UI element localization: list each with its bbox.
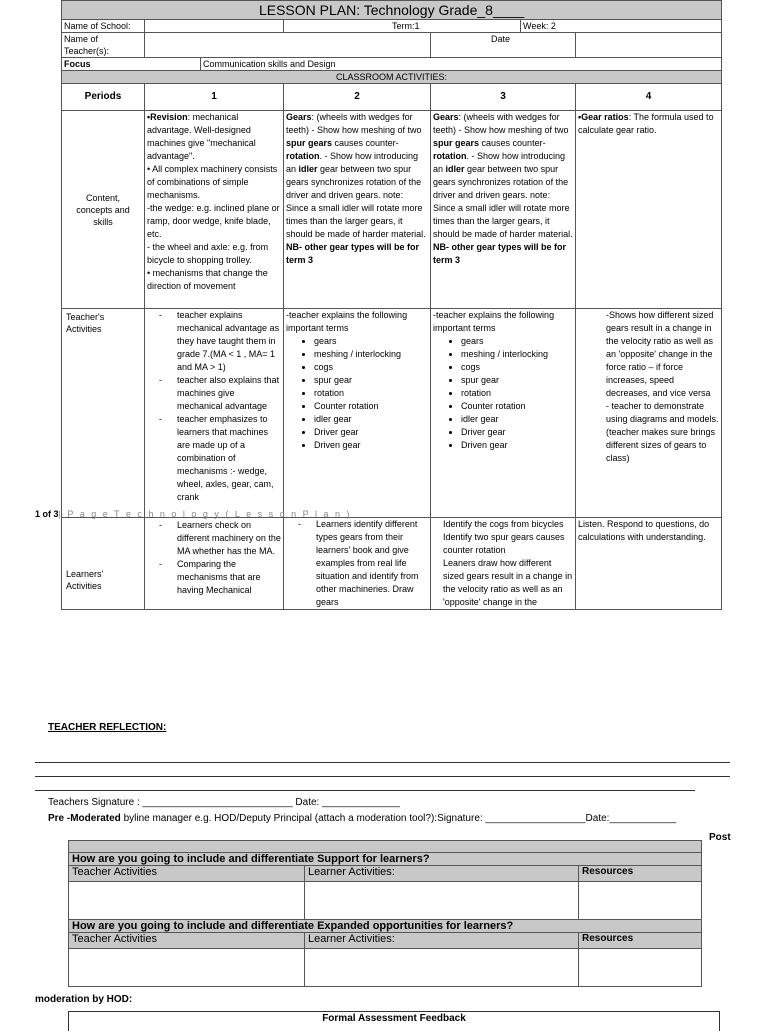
content-p1-line: •Revision: mechanical advantage. Well-designed machines give "mechanical advantage". bbox=[147, 112, 256, 161]
content-period-2: Gears: (wheels with wedges for teeth) - Show how meshing of two spur gears causes counter-rotation. - Show how introducing an idler gear between two spur gears synchronizes rotation of the driver and driven gears. note: Since a small idler will rotate more times than the larger gears, it should be made of harder material. NB- other gear types will be for term 3 bbox=[284, 111, 431, 309]
support-table bbox=[68, 840, 702, 987]
support-question: How are you going to include and differentiate Support for learners? bbox=[69, 853, 702, 866]
period-3-header: 3 bbox=[431, 84, 576, 111]
learners-period-4: Listen. Respond to questions, do calculations with understanding. bbox=[576, 518, 722, 610]
teacher-p3-term: • rotation bbox=[461, 387, 573, 400]
reflection-heading: TEACHER REFLECTION: bbox=[48, 722, 167, 733]
teacher-p2-term: • Counter rotation bbox=[314, 400, 428, 413]
teacher-p4-line: -Shows how different sized gears result in a change in the velocity ratio as well as an 'opposite' change in the force ratio – if force increases, speed decreases, and vice versa bbox=[606, 310, 714, 398]
expanded-learner-col: Learner Activities: bbox=[305, 933, 579, 949]
content-period-4: •Gear ratios: The formula used to calculate gear ratio. bbox=[576, 111, 722, 309]
content-p1-line: - the wheel and axle: e.g. from bicycle to shopping trolley. bbox=[147, 242, 269, 265]
focus-value: Communication skills and Design bbox=[201, 58, 722, 71]
period-2-header: 2 bbox=[284, 84, 431, 111]
teacher-p2-term: • meshing / interlocking bbox=[314, 348, 428, 361]
teacher-p3-term: • idler gear bbox=[461, 413, 573, 426]
teacher-p2-term: • gears bbox=[314, 335, 428, 348]
learners-period-3 bbox=[431, 518, 576, 610]
expanded-question: How are you going to include and differentiate Expanded opportunities for learners? bbox=[69, 920, 702, 933]
feedback-box bbox=[68, 1011, 720, 1031]
teacher-row-label: Teacher's Activities bbox=[62, 309, 145, 518]
week-label: Week: 2 bbox=[521, 20, 722, 33]
teacher-p4-line: - teacher to demonstrate using diagrams and models. (teacher makes sure brings different sizes of gears to class) bbox=[606, 401, 719, 463]
classroom-activities-heading: CLASSROOM ACTIVITIES: bbox=[62, 71, 722, 84]
expanded-learner-cell bbox=[305, 949, 579, 987]
content-p3-note: NB- other gear types will be for term 3 bbox=[433, 242, 567, 265]
teacher-p1-item: - teacher explains mechanical advantage as they have taught them in grade 7.(MA < 1 , MA= 1 and MA > 1) bbox=[147, 309, 281, 374]
teacher-period-2 bbox=[284, 309, 431, 518]
learners-p1-item: - Learners check on different machinery on the MA whether has the MA. bbox=[147, 519, 281, 558]
learners-period-1 bbox=[145, 518, 284, 610]
school-value bbox=[145, 20, 284, 33]
teacher-period-3 bbox=[431, 309, 576, 518]
teacher-p1-item: - teacher also explains that machines give mechanical advantage bbox=[147, 374, 281, 413]
teacher-p2-term: • rotation bbox=[314, 387, 428, 400]
reflection-line bbox=[35, 790, 695, 791]
teacher-p3-intro: -teacher explains the following important terms bbox=[433, 310, 555, 333]
period-1-header: 1 bbox=[145, 84, 284, 111]
reflection-line bbox=[35, 762, 730, 763]
date-label: Date bbox=[431, 33, 576, 58]
teacher-p2-intro: -teacher explains the following important terms bbox=[286, 310, 408, 333]
learners-period-2 bbox=[284, 518, 431, 610]
expanded-teacher-col: Teacher Activities bbox=[69, 933, 305, 949]
reflection-line bbox=[35, 776, 730, 777]
learners-p3-line: Identify the cogs from bicycles bbox=[443, 519, 564, 529]
teacher-p3-term: • spur gear bbox=[461, 374, 573, 387]
support-teacher-cell bbox=[69, 882, 305, 920]
content-period-1 bbox=[145, 111, 284, 309]
term-label: Term:1 bbox=[284, 20, 521, 33]
teacher-period-1 bbox=[145, 309, 284, 518]
teacher-p3-term: • cogs bbox=[461, 361, 573, 374]
learners-row-label: Learners' Activities bbox=[62, 518, 145, 610]
teacher-period-4 bbox=[576, 309, 722, 518]
feedback-title: Formal Assessment Feedback bbox=[322, 1013, 466, 1024]
learners-p3-line: Leaners draw how different sized gears result in a change in the velocity ratio as well as an 'opposite' change in the bbox=[443, 558, 573, 607]
learners-p1-item: - Comparing the mechanisms that are having Mechanical bbox=[147, 558, 281, 597]
teacher-p2-term: • idler gear bbox=[314, 413, 428, 426]
teacher-p3-term: • Driver gear bbox=[461, 426, 573, 439]
period-4-header: 4 bbox=[576, 84, 722, 111]
content-row-label: Content, concepts and skills bbox=[62, 111, 145, 309]
periods-label: Periods bbox=[62, 84, 145, 111]
page-footer: 1 of 3| P a g e T e c h n o l o g y ( L e s s o n P l a n ) bbox=[35, 509, 352, 519]
date-value bbox=[576, 33, 722, 58]
content-p1-line: • All complex machinery consists of combinations of simple mechanisms. bbox=[147, 164, 278, 200]
teacher-p3-term: • Counter rotation bbox=[461, 400, 573, 413]
teacher-p3-term: • meshing / interlocking bbox=[461, 348, 573, 361]
lesson-plan-title: LESSON PLAN: Technology Grade_8____ bbox=[62, 1, 722, 20]
content-p2-note: NB- other gear types will be for term 3 bbox=[286, 242, 420, 265]
expanded-teacher-cell bbox=[69, 949, 305, 987]
teacher-p2-term: • Driver gear bbox=[314, 426, 428, 439]
teacher-p2-term: • cogs bbox=[314, 361, 428, 374]
support-learner-col: Learner Activities: bbox=[305, 866, 579, 882]
teacher-signature-line: Teachers Signature : ___________________________ Date: ______________ bbox=[48, 797, 400, 808]
content-p1-line: -the wedge: e.g. inclined plane or ramp, door wedge, knife blade, etc. bbox=[147, 203, 280, 239]
teacher-p3-term: • gears bbox=[461, 335, 573, 348]
expanded-resources-col: Resources bbox=[579, 933, 702, 949]
support-learner-cell bbox=[305, 882, 579, 920]
learners-p3-line: Identify two spur gears causes counter rotation bbox=[443, 532, 565, 555]
support-resources-col: Resources bbox=[579, 866, 702, 882]
post-label: Post bbox=[709, 832, 731, 843]
expanded-resources-cell bbox=[579, 949, 702, 987]
content-p1-line: • mechanisms that change the direction of movement bbox=[147, 268, 268, 291]
teacher-p1-item: - teacher emphasizes to learners that machines are made up of a combination of mechanisms :- wedge, wheel, axles, gear, cam, crank bbox=[147, 413, 281, 504]
teacher-p2-term: • spur gear bbox=[314, 374, 428, 387]
teacher-p2-term: • Driven gear bbox=[314, 439, 428, 452]
teacher-name-label: Name of Teacher(s): bbox=[62, 33, 145, 58]
content-period-3: Gears: (wheels with wedges for teeth) - Show how meshing of two spur gears causes counter-rotation. - Show how introducing an idler gear between two spur gears synchronizes rotation of the driver and driven gears. note: Since a small idler will rotate more times than the larger gears, it should be made of harder material. NB- other gear types will be for term 3 bbox=[431, 111, 576, 309]
focus-label: Focus bbox=[62, 58, 201, 71]
school-label: Name of School: bbox=[62, 20, 145, 33]
support-table-top-band bbox=[69, 841, 702, 853]
teacher-name-value bbox=[145, 33, 431, 58]
support-resources-cell bbox=[579, 882, 702, 920]
learners-p2-item: - Learners identify different types gears from their learners' book and give examples from real life situation and identify from other machineries. Draw gears bbox=[286, 518, 428, 609]
moderation-label: moderation by HOD: bbox=[35, 994, 133, 1005]
pre-moderated-line: Pre -Moderated byline manager e.g. HOD/Deputy Principal (attach a moderation tool?):Signature: __________________Date:____________ bbox=[48, 813, 677, 824]
teacher-p3-term: • Driven gear bbox=[461, 439, 573, 452]
support-teacher-col: Teacher Activities bbox=[69, 866, 305, 882]
